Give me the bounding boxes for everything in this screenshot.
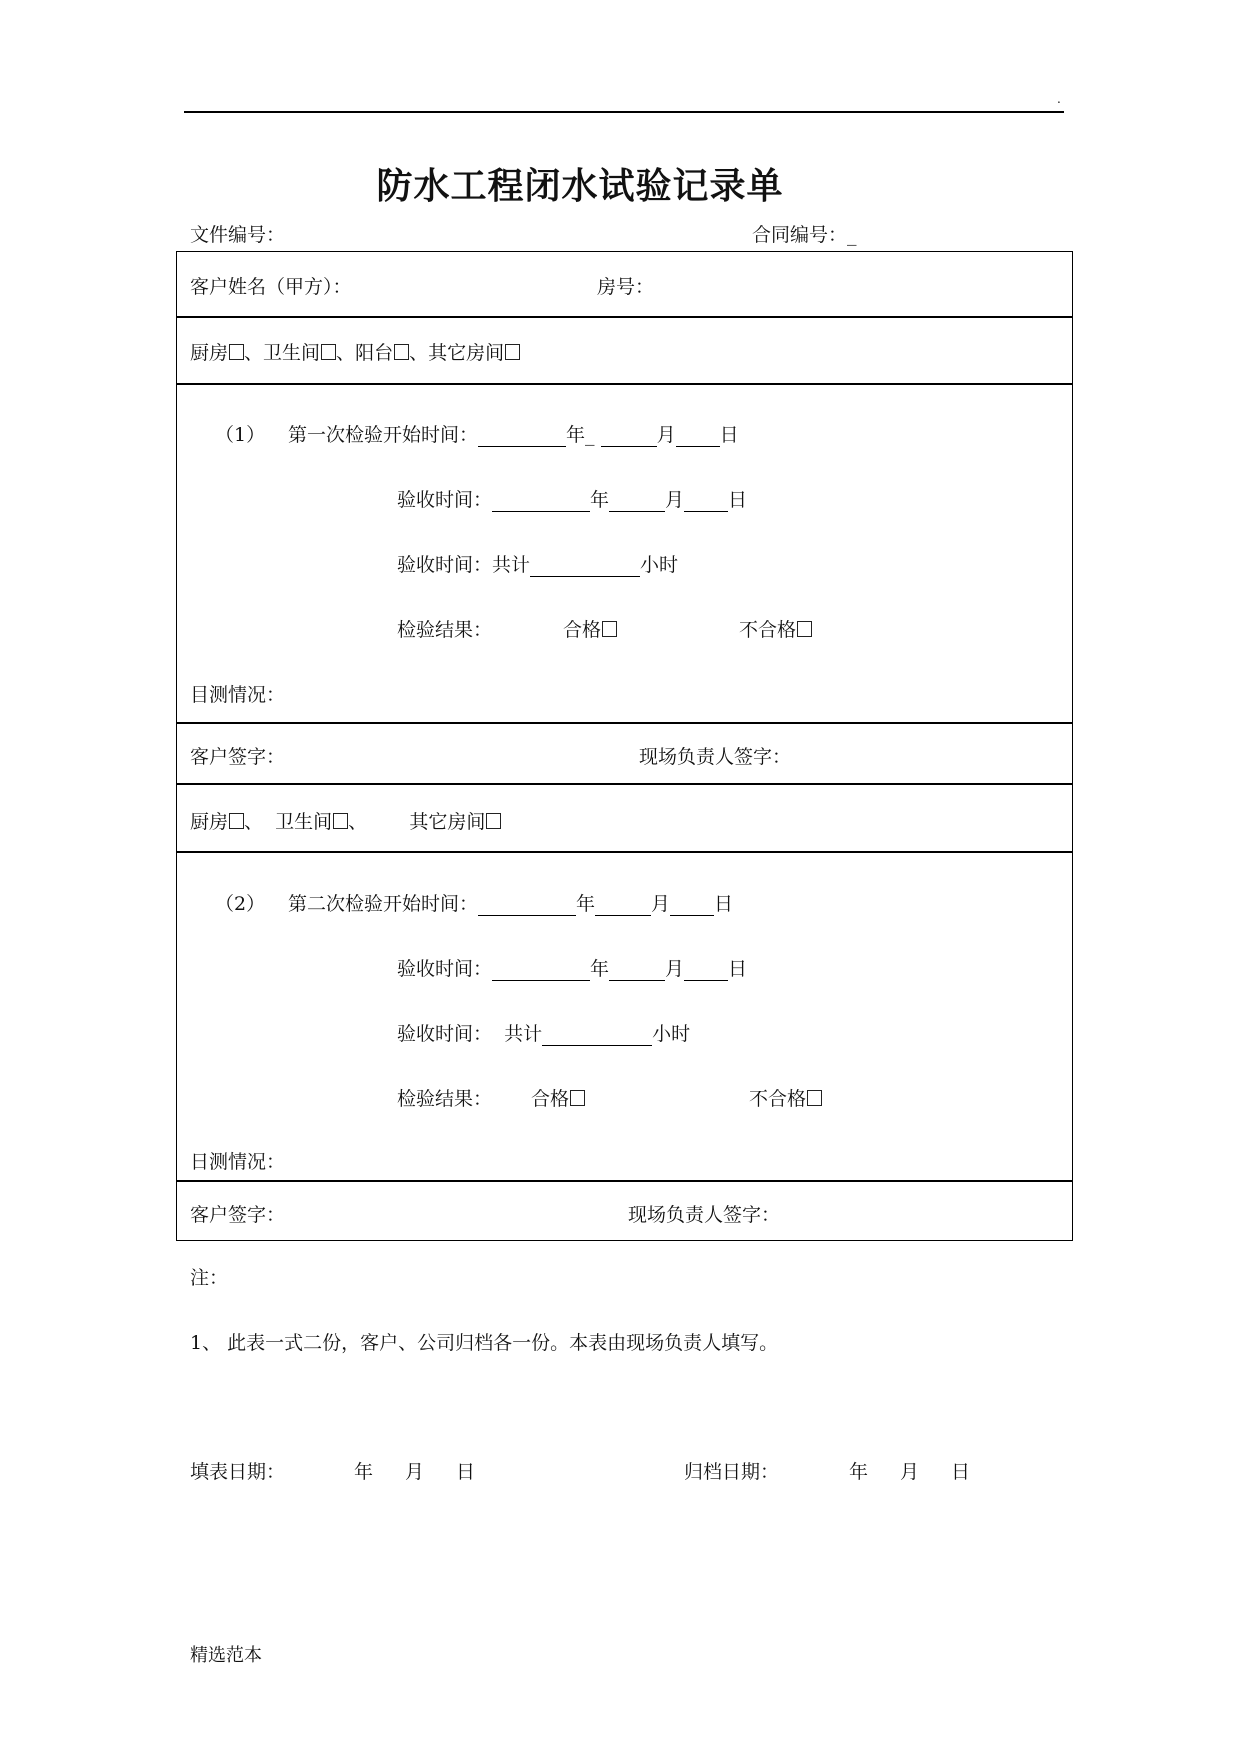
- month-label: 月: [656, 424, 676, 446]
- row-divider: [177, 1180, 1072, 1182]
- test1-start-row: 第一次检验开始时间： 年_ 月 日: [288, 424, 739, 446]
- month-label: 月: [665, 958, 685, 980]
- test1-visual-label: 目测情况：: [190, 684, 286, 706]
- fill-date-fields: [354, 1457, 475, 1484]
- year-label: 年: [354, 1461, 374, 1483]
- year-blank[interactable]: [478, 895, 576, 916]
- customer-name-label: 客户姓名（甲方）：: [190, 276, 352, 298]
- checkbox-icon[interactable]: [394, 344, 409, 360]
- year-label: 年: [590, 958, 610, 980]
- header-rule: [184, 111, 1064, 113]
- room-option-label: 其它房间: [409, 811, 486, 833]
- year-blank[interactable]: [492, 960, 590, 981]
- test1-accept-row: [397, 485, 747, 512]
- note-label: 注：: [190, 1267, 229, 1289]
- customer-signature-label: 客户签字：: [190, 746, 286, 768]
- day-blank[interactable]: [684, 960, 728, 981]
- manager-signature-label: 现场负责人签字：: [628, 1204, 781, 1226]
- day-label: 日: [951, 1461, 971, 1483]
- room-option-label: 其它房间: [428, 342, 505, 364]
- archive-date-label: 归档日期：: [684, 1461, 780, 1483]
- day-label: 日: [728, 958, 748, 980]
- year-label: 年: [849, 1461, 869, 1483]
- month-blank[interactable]: [609, 960, 665, 981]
- test2-total-label: 验收时间：: [397, 1023, 493, 1045]
- month-label: 月: [900, 1461, 920, 1483]
- day-label: 日: [714, 893, 734, 915]
- test2-accept-label: 验收时间：: [397, 958, 493, 980]
- test1-index: （1）: [215, 424, 266, 446]
- row-divider: [177, 316, 1072, 318]
- test1-start-label: 第一次检验开始时间：: [288, 424, 479, 446]
- month-blank[interactable]: [609, 491, 665, 512]
- header-dot: .: [1057, 92, 1061, 106]
- row-divider: [177, 383, 1072, 385]
- year-blank[interactable]: [478, 426, 566, 447]
- manager-signature-label: 现场负责人签字：: [639, 746, 792, 768]
- test1-total-row: [397, 550, 678, 577]
- test1-accept-label: 验收时间：: [397, 489, 493, 511]
- year-label: 年: [590, 489, 610, 511]
- fill-date-label: 填表日期：: [190, 1461, 286, 1483]
- test2-pass-option: [531, 1084, 585, 1111]
- day-blank[interactable]: [684, 491, 728, 512]
- test1-fail-option: [739, 615, 812, 642]
- test2-start-row: [288, 889, 733, 916]
- row-divider: [177, 851, 1072, 853]
- hours-blank[interactable]: [542, 1025, 652, 1046]
- hours-label: 小时: [652, 1023, 691, 1045]
- hours-label: 小时: [640, 554, 679, 576]
- day-blank[interactable]: [670, 895, 714, 916]
- test1-pass-option: [563, 615, 617, 642]
- checkbox-icon[interactable]: [570, 1090, 585, 1106]
- pass-label: 合格: [531, 1088, 570, 1110]
- hours-blank[interactable]: [530, 556, 640, 577]
- row-divider: [177, 722, 1072, 724]
- room-option-label: 厨房: [190, 811, 229, 833]
- customer-signature-label: 客户签字：: [190, 1204, 286, 1226]
- document-title: 防水工程闭水试验记录单: [376, 165, 784, 207]
- room-option-label: 卫生间: [263, 342, 321, 364]
- year-label: 年: [566, 424, 586, 446]
- row-divider: [177, 783, 1072, 785]
- month-blank[interactable]: [595, 895, 651, 916]
- day-blank[interactable]: [676, 426, 720, 447]
- test2-result-label: 检验结果：: [397, 1088, 493, 1110]
- test2-index: （2）: [215, 893, 266, 915]
- room-type-checklist-2: 厨房 、 卫生间 、 其它房间: [190, 807, 501, 834]
- test2-total-prefix: 共计: [504, 1023, 543, 1045]
- page-footer: 精选范本: [190, 1645, 262, 1666]
- checkbox-icon[interactable]: [486, 813, 501, 829]
- room-number-label: 房号：: [597, 276, 655, 298]
- test1-total-label: 验收时间：共计: [397, 554, 531, 576]
- month-label: 月: [405, 1461, 425, 1483]
- room-option-label: 厨房: [190, 342, 229, 364]
- contract-number-label: 合同编号：_: [752, 224, 857, 246]
- test2-start-label: 第二次检验开始时间：: [288, 893, 479, 915]
- test1-result-label: 检验结果：: [397, 619, 493, 641]
- fail-label: 不合格: [749, 1088, 807, 1110]
- checkbox-icon[interactable]: [505, 344, 520, 360]
- month-label: 月: [665, 489, 685, 511]
- checkbox-icon[interactable]: [229, 813, 244, 829]
- room-option-label: 阳台: [355, 342, 394, 364]
- test2-visual-label: 日测情况：: [190, 1151, 286, 1173]
- checkbox-icon[interactable]: [807, 1090, 822, 1106]
- pass-label: 合格: [563, 619, 602, 641]
- test-record-form: [176, 251, 1073, 1241]
- fail-label: 不合格: [739, 619, 797, 641]
- checkbox-icon[interactable]: [229, 344, 244, 360]
- checkbox-icon[interactable]: [602, 621, 617, 637]
- test2-fail-option: [749, 1084, 822, 1111]
- file-number-label: 文件编号：: [190, 224, 286, 246]
- checkbox-icon[interactable]: [321, 344, 336, 360]
- note-line-1: 1、 此表一式二份，客户、公司归档各一份。本表由现场负责人填写。: [190, 1332, 779, 1354]
- day-label: 日: [719, 424, 739, 446]
- room-option-label: 卫生间: [275, 811, 333, 833]
- year-blank[interactable]: [492, 491, 590, 512]
- year-label: 年: [576, 893, 596, 915]
- archive-date-fields: [849, 1457, 970, 1484]
- day-label: 日: [456, 1461, 476, 1483]
- checkbox-icon[interactable]: [333, 813, 348, 829]
- test2-accept-row: [397, 954, 747, 981]
- month-blank[interactable]: [601, 426, 657, 447]
- room-type-checklist-1: 厨房 、卫生间 、阳台 、其它房间: [190, 338, 520, 365]
- checkbox-icon[interactable]: [797, 621, 812, 637]
- day-label: 日: [728, 489, 748, 511]
- test2-total-row: [397, 1019, 690, 1046]
- month-label: 月: [651, 893, 671, 915]
